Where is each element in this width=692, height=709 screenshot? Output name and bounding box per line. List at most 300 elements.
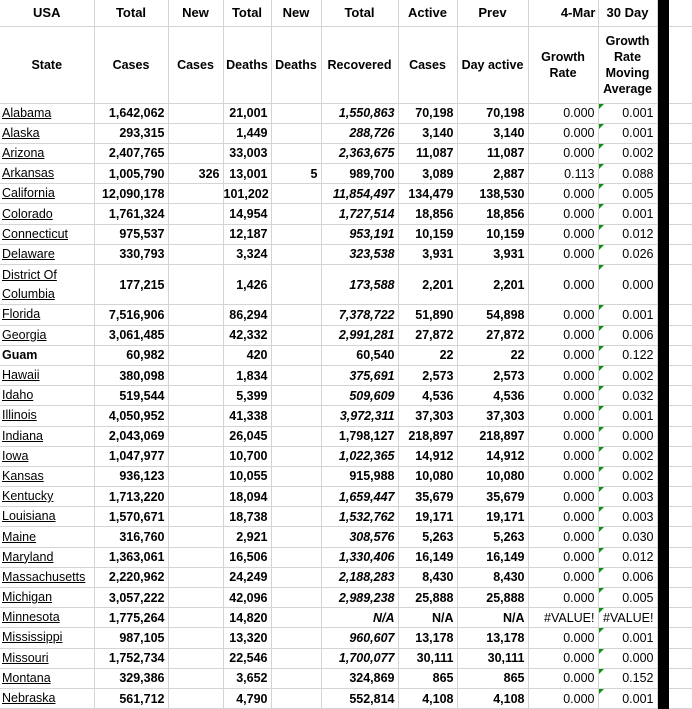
state-link[interactable]: Colorado xyxy=(2,206,53,221)
cell-recovered[interactable]: 1,022,365 xyxy=(321,446,398,466)
cell-growth-rate-30day[interactable]: 0.002 xyxy=(598,466,657,486)
cell-active-cases[interactable]: 25,888 xyxy=(398,588,457,608)
cell-new-deaths[interactable] xyxy=(271,628,321,648)
cell-new-deaths[interactable] xyxy=(271,547,321,567)
cell-new-cases[interactable] xyxy=(168,305,223,325)
cell-state[interactable] xyxy=(0,305,94,325)
cell-new-deaths[interactable] xyxy=(271,487,321,507)
cell-total-deaths[interactable]: 4,790 xyxy=(223,688,271,708)
cell-total-deaths[interactable]: 13,001 xyxy=(223,164,271,184)
cell-active-cases[interactable]: 3,931 xyxy=(398,244,457,264)
state-link[interactable]: Nebraska xyxy=(2,691,56,706)
cell-total-deaths[interactable]: 86,294 xyxy=(223,305,271,325)
cell-total-deaths[interactable]: 12,187 xyxy=(223,224,271,244)
empty-column[interactable] xyxy=(669,164,692,184)
state-link[interactable]: Mississippi xyxy=(2,630,63,645)
cell-recovered[interactable]: 552,814 xyxy=(321,688,398,708)
cell-growth-rate-30day[interactable]: 0.012 xyxy=(598,224,657,244)
cell-growth-rate-30day[interactable]: 0.030 xyxy=(598,527,657,547)
cell-total-deaths[interactable]: 1,834 xyxy=(223,365,271,385)
cell-active-cases[interactable]: 11,087 xyxy=(398,143,457,163)
state-link[interactable]: Hawaii xyxy=(2,368,40,383)
cell-total-deaths[interactable]: 42,332 xyxy=(223,325,271,345)
cell-prev-day-active[interactable]: 4,536 xyxy=(457,386,528,406)
cell-total-cases[interactable]: 561,712 xyxy=(94,688,168,708)
cell-recovered[interactable]: 288,726 xyxy=(321,123,398,143)
empty-column[interactable] xyxy=(669,426,692,446)
cell-new-deaths[interactable] xyxy=(271,365,321,385)
cell-active-cases[interactable]: 134,479 xyxy=(398,184,457,204)
cell-new-deaths[interactable] xyxy=(271,588,321,608)
empty-column[interactable] xyxy=(669,547,692,567)
state-link[interactable]: Alabama xyxy=(2,105,52,120)
cell-total-deaths[interactable]: 420 xyxy=(223,345,271,365)
header-growth-rate[interactable]: Growth Rate xyxy=(528,26,598,103)
cell-new-cases[interactable] xyxy=(168,345,223,365)
cell-total-deaths[interactable]: 14,820 xyxy=(223,608,271,628)
cell-state[interactable] xyxy=(0,103,94,123)
cell-recovered[interactable]: 1,550,863 xyxy=(321,103,398,123)
cell-new-cases[interactable] xyxy=(168,143,223,163)
cell-prev-day-active[interactable]: 27,872 xyxy=(457,325,528,345)
cell-recovered[interactable]: 173,588 xyxy=(321,265,398,305)
cell-prev-day-active[interactable]: 10,159 xyxy=(457,224,528,244)
cell-total-deaths[interactable]: 16,506 xyxy=(223,547,271,567)
cell-growth-rate[interactable]: 0.113 xyxy=(528,164,598,184)
cell-prev-day-active[interactable]: 3,931 xyxy=(457,244,528,264)
cell-new-cases[interactable] xyxy=(168,487,223,507)
cell-recovered[interactable]: 323,538 xyxy=(321,244,398,264)
state-link[interactable]: Kansas xyxy=(2,468,44,483)
cell-total-cases[interactable]: 1,761,324 xyxy=(94,204,168,224)
cell-recovered[interactable]: 1,727,514 xyxy=(321,204,398,224)
cell-growth-rate-30day[interactable]: 0.000 xyxy=(598,265,657,305)
cell-state[interactable] xyxy=(0,567,94,587)
cell-total-deaths[interactable]: 10,055 xyxy=(223,466,271,486)
cell-growth-rate[interactable]: 0.000 xyxy=(528,446,598,466)
cell-growth-rate-30day[interactable]: 0.122 xyxy=(598,345,657,365)
cell-state[interactable] xyxy=(0,608,94,628)
cell-total-cases[interactable]: 1,363,061 xyxy=(94,547,168,567)
state-link[interactable]: Guam xyxy=(2,347,38,362)
cell-growth-rate[interactable]: 0.000 xyxy=(528,527,598,547)
cell-total-cases[interactable]: 329,386 xyxy=(94,668,168,688)
cell-recovered[interactable]: 1,700,077 xyxy=(321,648,398,668)
cell-growth-rate[interactable]: 0.000 xyxy=(528,143,598,163)
cell-active-cases[interactable]: 8,430 xyxy=(398,567,457,587)
empty-column[interactable] xyxy=(669,244,692,264)
cell-state[interactable] xyxy=(0,184,94,204)
cell-recovered[interactable]: 960,607 xyxy=(321,628,398,648)
cell-growth-rate-30day[interactable]: 0.002 xyxy=(598,365,657,385)
header-state[interactable]: State xyxy=(0,26,94,103)
cell-prev-day-active[interactable]: 2,573 xyxy=(457,365,528,385)
cell-total-cases[interactable]: 316,760 xyxy=(94,527,168,547)
cell-growth-rate-30day[interactable]: 0.001 xyxy=(598,406,657,426)
cell-new-cases[interactable] xyxy=(168,325,223,345)
cell-growth-rate-30day[interactable]: 0.001 xyxy=(598,305,657,325)
cell-growth-rate[interactable]: 0.000 xyxy=(528,688,598,708)
header-active-1[interactable]: Active xyxy=(398,0,457,26)
cell-growth-rate[interactable]: 0.000 xyxy=(528,123,598,143)
cell-recovered[interactable]: 953,191 xyxy=(321,224,398,244)
empty-column[interactable] xyxy=(669,123,692,143)
empty-column[interactable] xyxy=(669,224,692,244)
cell-growth-rate[interactable]: 0.000 xyxy=(528,204,598,224)
header-total-recovered-2[interactable]: Recovered xyxy=(321,26,398,103)
cell-prev-day-active[interactable]: N/A xyxy=(457,608,528,628)
cell-active-cases[interactable]: 18,856 xyxy=(398,204,457,224)
cell-active-cases[interactable]: 70,198 xyxy=(398,103,457,123)
header-date-4mar[interactable]: 4-Mar xyxy=(528,0,598,26)
cell-active-cases[interactable]: 218,897 xyxy=(398,426,457,446)
cell-total-deaths[interactable]: 1,449 xyxy=(223,123,271,143)
cell-total-cases[interactable]: 2,043,069 xyxy=(94,426,168,446)
cell-growth-rate[interactable]: 0.000 xyxy=(528,668,598,688)
cell-new-cases[interactable] xyxy=(168,103,223,123)
cell-total-cases[interactable]: 936,123 xyxy=(94,466,168,486)
empty-column[interactable] xyxy=(669,305,692,325)
cell-growth-rate-30day[interactable]: 0.001 xyxy=(598,204,657,224)
cell-total-deaths[interactable]: 14,954 xyxy=(223,204,271,224)
cell-state[interactable] xyxy=(0,628,94,648)
header-total-recovered-1[interactable]: Total xyxy=(321,0,398,26)
cell-active-cases[interactable]: 10,159 xyxy=(398,224,457,244)
cell-new-cases[interactable] xyxy=(168,668,223,688)
cell-growth-rate[interactable]: 0.000 xyxy=(528,628,598,648)
state-link[interactable]: Illinois xyxy=(2,408,37,423)
cell-growth-rate[interactable]: 0.000 xyxy=(528,345,598,365)
state-link[interactable]: District Of Columbia xyxy=(2,267,57,301)
cell-state[interactable] xyxy=(0,386,94,406)
cell-active-cases[interactable]: 14,912 xyxy=(398,446,457,466)
cell-growth-rate-30day[interactable]: 0.000 xyxy=(598,648,657,668)
cell-growth-rate[interactable]: 0.000 xyxy=(528,386,598,406)
cell-new-deaths[interactable] xyxy=(271,184,321,204)
cell-prev-day-active[interactable]: 11,087 xyxy=(457,143,528,163)
cell-growth-rate[interactable]: 0.000 xyxy=(528,426,598,446)
cell-active-cases[interactable]: 22 xyxy=(398,345,457,365)
state-link[interactable]: Kentucky xyxy=(2,489,54,504)
cell-new-cases[interactable] xyxy=(168,588,223,608)
cell-recovered[interactable]: 2,989,238 xyxy=(321,588,398,608)
cell-recovered[interactable]: 2,363,675 xyxy=(321,143,398,163)
cell-state[interactable] xyxy=(0,547,94,567)
cell-active-cases[interactable]: N/A xyxy=(398,608,457,628)
empty-column[interactable] xyxy=(669,588,692,608)
cell-active-cases[interactable]: 2,573 xyxy=(398,365,457,385)
empty-column[interactable] xyxy=(669,567,692,587)
cell-total-cases[interactable]: 293,315 xyxy=(94,123,168,143)
cell-recovered[interactable]: 2,991,281 xyxy=(321,325,398,345)
state-link[interactable]: Iowa xyxy=(2,448,29,463)
header-usa[interactable]: USA xyxy=(0,0,94,26)
state-link[interactable]: Idaho xyxy=(2,388,34,403)
cell-new-cases[interactable] xyxy=(168,608,223,628)
cell-total-deaths[interactable]: 24,249 xyxy=(223,567,271,587)
cell-growth-rate-30day[interactable]: 0.002 xyxy=(598,143,657,163)
cell-total-deaths[interactable]: 18,094 xyxy=(223,487,271,507)
cell-prev-day-active[interactable]: 35,679 xyxy=(457,487,528,507)
empty-column[interactable] xyxy=(669,103,692,123)
cell-prev-day-active[interactable]: 4,108 xyxy=(457,688,528,708)
cell-recovered[interactable]: 1,330,406 xyxy=(321,547,398,567)
cell-state[interactable] xyxy=(0,648,94,668)
cell-recovered[interactable]: 1,798,127 xyxy=(321,426,398,446)
cell-prev-day-active[interactable]: 10,080 xyxy=(457,466,528,486)
cell-recovered[interactable]: 11,854,497 xyxy=(321,184,398,204)
cell-total-cases[interactable]: 2,220,962 xyxy=(94,567,168,587)
cell-active-cases[interactable]: 5,263 xyxy=(398,527,457,547)
cell-new-cases[interactable] xyxy=(168,446,223,466)
empty-column[interactable] xyxy=(669,487,692,507)
header-new-deaths-1[interactable]: New xyxy=(271,0,321,26)
state-link[interactable]: Louisiana xyxy=(2,509,56,524)
empty-column[interactable] xyxy=(669,184,692,204)
header-growth-rate-moving-average[interactable]: Growth Rate Moving Average xyxy=(598,26,657,103)
cell-new-deaths[interactable] xyxy=(271,143,321,163)
cell-new-deaths[interactable] xyxy=(271,386,321,406)
cell-new-cases[interactable] xyxy=(168,224,223,244)
cell-total-cases[interactable]: 7,516,906 xyxy=(94,305,168,325)
cell-active-cases[interactable]: 30,111 xyxy=(398,648,457,668)
cell-new-deaths[interactable]: 5 xyxy=(271,164,321,184)
cell-recovered[interactable]: 3,972,311 xyxy=(321,406,398,426)
state-link[interactable]: Delaware xyxy=(2,246,55,261)
cell-prev-day-active[interactable]: 8,430 xyxy=(457,567,528,587)
cell-new-deaths[interactable] xyxy=(271,345,321,365)
cell-state[interactable] xyxy=(0,446,94,466)
cell-new-cases[interactable]: 326 xyxy=(168,164,223,184)
cell-new-deaths[interactable] xyxy=(271,123,321,143)
cell-total-deaths[interactable]: 5,399 xyxy=(223,386,271,406)
state-link[interactable]: Alaska xyxy=(2,125,40,140)
cell-growth-rate[interactable]: 0.000 xyxy=(528,265,598,305)
header-new-deaths-2[interactable]: Deaths xyxy=(271,26,321,103)
cell-total-cases[interactable]: 2,407,765 xyxy=(94,143,168,163)
cell-total-cases[interactable]: 1,775,264 xyxy=(94,608,168,628)
cell-new-cases[interactable] xyxy=(168,244,223,264)
cell-active-cases[interactable]: 10,080 xyxy=(398,466,457,486)
empty-column[interactable] xyxy=(669,648,692,668)
cell-growth-rate-30day[interactable]: 0.002 xyxy=(598,446,657,466)
cell-total-deaths[interactable]: 1,426 xyxy=(223,265,271,305)
cell-growth-rate-30day[interactable]: 0.001 xyxy=(598,123,657,143)
state-link[interactable]: Minnesota xyxy=(2,610,60,625)
cell-growth-rate[interactable]: 0.000 xyxy=(528,588,598,608)
cell-growth-rate-30day[interactable]: 0.003 xyxy=(598,507,657,527)
state-link[interactable]: Arizona xyxy=(2,145,45,160)
cell-prev-day-active[interactable]: 25,888 xyxy=(457,588,528,608)
cell-prev-day-active[interactable]: 865 xyxy=(457,668,528,688)
cell-new-cases[interactable] xyxy=(168,123,223,143)
cell-state[interactable] xyxy=(0,164,94,184)
cell-growth-rate-30day[interactable]: 0.152 xyxy=(598,668,657,688)
cell-total-deaths[interactable]: 22,546 xyxy=(223,648,271,668)
cell-growth-rate[interactable]: 0.000 xyxy=(528,487,598,507)
state-link[interactable]: Montana xyxy=(2,670,51,685)
cell-growth-rate[interactable]: 0.000 xyxy=(528,325,598,345)
cell-total-cases[interactable]: 1,752,734 xyxy=(94,648,168,668)
cell-state[interactable] xyxy=(0,466,94,486)
header-prev-1[interactable]: Prev xyxy=(457,0,528,26)
cell-growth-rate[interactable]: 0.000 xyxy=(528,466,598,486)
cell-total-cases[interactable]: 380,098 xyxy=(94,365,168,385)
cell-growth-rate[interactable]: 0.000 xyxy=(528,224,598,244)
cell-state[interactable] xyxy=(0,406,94,426)
cell-prev-day-active[interactable]: 19,171 xyxy=(457,507,528,527)
cell-new-deaths[interactable] xyxy=(271,466,321,486)
cell-state[interactable] xyxy=(0,204,94,224)
cell-state[interactable] xyxy=(0,668,94,688)
cell-growth-rate-30day[interactable]: 0.001 xyxy=(598,103,657,123)
cell-growth-rate-30day[interactable]: #VALUE! xyxy=(598,608,657,628)
cell-growth-rate[interactable]: 0.000 xyxy=(528,365,598,385)
empty-column[interactable] xyxy=(669,325,692,345)
cell-growth-rate[interactable]: 0.000 xyxy=(528,184,598,204)
cell-growth-rate-30day[interactable]: 0.026 xyxy=(598,244,657,264)
cell-state[interactable] xyxy=(0,588,94,608)
cell-growth-rate[interactable]: 0.000 xyxy=(528,406,598,426)
cell-total-deaths[interactable]: 2,921 xyxy=(223,527,271,547)
cell-growth-rate[interactable]: #VALUE! xyxy=(528,608,598,628)
header-active-2[interactable]: Cases xyxy=(398,26,457,103)
cell-new-cases[interactable] xyxy=(168,567,223,587)
cell-new-deaths[interactable] xyxy=(271,507,321,527)
cell-state[interactable] xyxy=(0,507,94,527)
cell-recovered[interactable]: 2,188,283 xyxy=(321,567,398,587)
cell-new-deaths[interactable] xyxy=(271,406,321,426)
cell-new-cases[interactable] xyxy=(168,386,223,406)
cell-growth-rate-30day[interactable]: 0.000 xyxy=(598,426,657,446)
state-link[interactable]: Maine xyxy=(2,529,37,544)
header-30day-1[interactable]: 30 Day xyxy=(598,0,657,26)
cell-recovered[interactable]: 1,659,447 xyxy=(321,487,398,507)
cell-prev-day-active[interactable]: 30,111 xyxy=(457,648,528,668)
cell-state[interactable] xyxy=(0,345,94,365)
empty-column[interactable] xyxy=(669,204,692,224)
cell-total-cases[interactable]: 60,982 xyxy=(94,345,168,365)
state-link[interactable]: Florida xyxy=(2,307,41,322)
cell-growth-rate-30day[interactable]: 0.032 xyxy=(598,386,657,406)
cell-state[interactable] xyxy=(0,244,94,264)
cell-new-cases[interactable] xyxy=(168,648,223,668)
cell-active-cases[interactable]: 3,089 xyxy=(398,164,457,184)
cell-prev-day-active[interactable]: 218,897 xyxy=(457,426,528,446)
empty-column[interactable] xyxy=(669,386,692,406)
cell-state[interactable] xyxy=(0,688,94,708)
empty-column[interactable] xyxy=(669,608,692,628)
cell-new-cases[interactable] xyxy=(168,426,223,446)
cell-total-deaths[interactable]: 3,652 xyxy=(223,668,271,688)
empty-column[interactable] xyxy=(669,26,692,103)
cell-recovered[interactable]: N/A xyxy=(321,608,398,628)
cell-growth-rate-30day[interactable]: 0.003 xyxy=(598,487,657,507)
cell-new-cases[interactable] xyxy=(168,507,223,527)
cell-growth-rate-30day[interactable]: 0.001 xyxy=(598,688,657,708)
cell-active-cases[interactable]: 16,149 xyxy=(398,547,457,567)
cell-new-cases[interactable] xyxy=(168,628,223,648)
cell-new-deaths[interactable] xyxy=(271,305,321,325)
cell-state[interactable] xyxy=(0,527,94,547)
cell-prev-day-active[interactable]: 54,898 xyxy=(457,305,528,325)
cell-total-cases[interactable]: 177,215 xyxy=(94,265,168,305)
cell-new-cases[interactable] xyxy=(168,688,223,708)
cell-active-cases[interactable]: 4,108 xyxy=(398,688,457,708)
header-prev-2[interactable]: Day active xyxy=(457,26,528,103)
header-total-deaths-2[interactable]: Deaths xyxy=(223,26,271,103)
empty-column[interactable] xyxy=(669,688,692,708)
cell-state[interactable] xyxy=(0,365,94,385)
cell-prev-day-active[interactable]: 2,887 xyxy=(457,164,528,184)
cell-active-cases[interactable]: 35,679 xyxy=(398,487,457,507)
cell-prev-day-active[interactable]: 2,201 xyxy=(457,265,528,305)
header-total-cases-2[interactable]: Cases xyxy=(94,26,168,103)
cell-total-cases[interactable]: 1,570,671 xyxy=(94,507,168,527)
cell-growth-rate[interactable]: 0.000 xyxy=(528,305,598,325)
cell-recovered[interactable]: 915,988 xyxy=(321,466,398,486)
empty-column[interactable] xyxy=(669,628,692,648)
cell-total-cases[interactable]: 987,105 xyxy=(94,628,168,648)
cell-state[interactable] xyxy=(0,325,94,345)
empty-column[interactable] xyxy=(669,345,692,365)
cell-total-cases[interactable]: 1,713,220 xyxy=(94,487,168,507)
cell-total-cases[interactable]: 3,061,485 xyxy=(94,325,168,345)
cell-total-deaths[interactable]: 10,700 xyxy=(223,446,271,466)
cell-total-deaths[interactable]: 18,738 xyxy=(223,507,271,527)
cell-growth-rate[interactable]: 0.000 xyxy=(528,244,598,264)
cell-growth-rate-30day[interactable]: 0.012 xyxy=(598,547,657,567)
cell-total-cases[interactable]: 975,537 xyxy=(94,224,168,244)
cell-new-cases[interactable] xyxy=(168,547,223,567)
cell-new-cases[interactable] xyxy=(168,527,223,547)
cell-recovered[interactable]: 324,869 xyxy=(321,668,398,688)
cell-new-deaths[interactable] xyxy=(271,567,321,587)
cell-prev-day-active[interactable]: 70,198 xyxy=(457,103,528,123)
cell-new-deaths[interactable] xyxy=(271,688,321,708)
cell-prev-day-active[interactable]: 37,303 xyxy=(457,406,528,426)
cell-new-deaths[interactable] xyxy=(271,446,321,466)
cell-state[interactable] xyxy=(0,143,94,163)
empty-column[interactable] xyxy=(669,265,692,305)
cell-growth-rate-30day[interactable]: 0.005 xyxy=(598,588,657,608)
cell-total-deaths[interactable]: 13,320 xyxy=(223,628,271,648)
cell-recovered[interactable]: 60,540 xyxy=(321,345,398,365)
cell-state[interactable] xyxy=(0,487,94,507)
cell-prev-day-active[interactable]: 18,856 xyxy=(457,204,528,224)
state-link[interactable]: Missouri xyxy=(2,650,49,665)
cell-total-cases[interactable]: 3,057,222 xyxy=(94,588,168,608)
cell-total-cases[interactable]: 12,090,178 xyxy=(94,184,168,204)
cell-active-cases[interactable]: 2,201 xyxy=(398,265,457,305)
cell-total-deaths[interactable]: 42,096 xyxy=(223,588,271,608)
cell-active-cases[interactable]: 27,872 xyxy=(398,325,457,345)
cell-state[interactable] xyxy=(0,426,94,446)
cell-new-deaths[interactable] xyxy=(271,204,321,224)
cell-new-deaths[interactable] xyxy=(271,265,321,305)
cell-recovered[interactable]: 989,700 xyxy=(321,164,398,184)
cell-total-cases[interactable]: 1,047,977 xyxy=(94,446,168,466)
header-new-cases-1[interactable]: New xyxy=(168,0,223,26)
cell-new-deaths[interactable] xyxy=(271,103,321,123)
state-link[interactable]: Georgia xyxy=(2,327,47,342)
cell-active-cases[interactable]: 37,303 xyxy=(398,406,457,426)
cell-total-cases[interactable]: 519,544 xyxy=(94,386,168,406)
cell-total-deaths[interactable]: 33,003 xyxy=(223,143,271,163)
cell-growth-rate[interactable]: 0.000 xyxy=(528,648,598,668)
cell-prev-day-active[interactable]: 13,178 xyxy=(457,628,528,648)
cell-total-deaths[interactable]: 26,045 xyxy=(223,426,271,446)
